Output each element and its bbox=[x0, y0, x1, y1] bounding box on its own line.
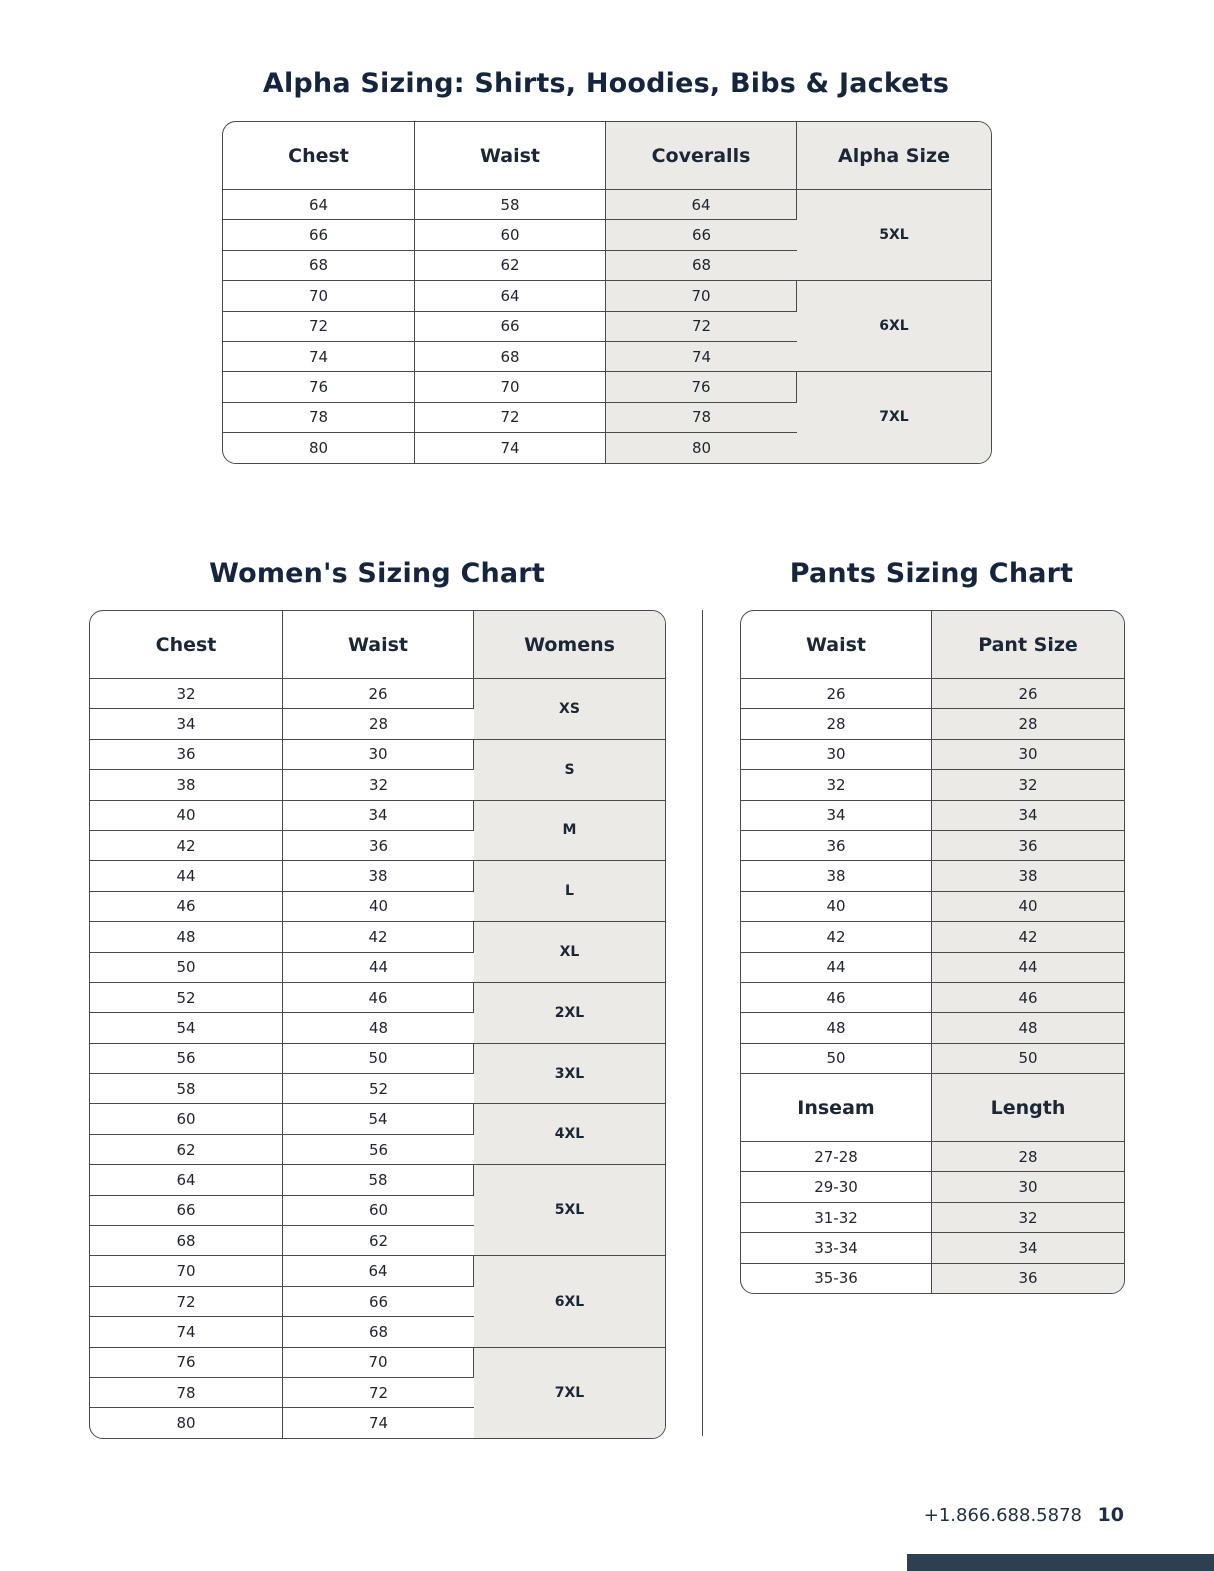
women-cell: 60 bbox=[283, 1196, 474, 1226]
women-row bbox=[90, 1256, 665, 1286]
pants-inseam-cell: 28 bbox=[932, 1142, 1124, 1172]
women-cell: 36 bbox=[90, 740, 283, 770]
pants-waist-cell: 50 bbox=[741, 1044, 932, 1074]
pants-inseam-cell: 35-36 bbox=[741, 1264, 932, 1293]
women-cell: 64 bbox=[90, 1165, 283, 1195]
women-cell: 60 bbox=[90, 1104, 283, 1134]
women-cell: 56 bbox=[90, 1044, 283, 1074]
women-cell: 48 bbox=[90, 922, 283, 952]
women-header-row bbox=[90, 611, 665, 679]
women-size-group: 7XL bbox=[474, 1348, 665, 1438]
women-row bbox=[90, 983, 665, 1013]
pants-inseam-cell: 36 bbox=[932, 1264, 1124, 1293]
alpha-cell: 80 bbox=[606, 433, 797, 462]
women-cell: 50 bbox=[90, 953, 283, 983]
women-cell: 42 bbox=[283, 922, 474, 952]
footer-phone: +1.866.688.5878 bbox=[923, 1505, 1082, 1526]
pants-inseam-cell: 30 bbox=[932, 1172, 1124, 1202]
alpha-cell: 72 bbox=[415, 403, 606, 433]
pants-inseam-row bbox=[741, 1172, 1124, 1202]
alpha-cell: 72 bbox=[606, 312, 797, 342]
women-cell: 56 bbox=[283, 1135, 474, 1165]
pants-inseam-cell: 33-34 bbox=[741, 1233, 932, 1263]
pants-inseam-header-inseam: Inseam bbox=[741, 1074, 932, 1142]
alpha-cell: 58 bbox=[415, 190, 606, 220]
women-cell: 52 bbox=[283, 1074, 474, 1104]
pants-waist-cell: 28 bbox=[932, 709, 1124, 739]
alpha-cell: 60 bbox=[415, 220, 606, 250]
alpha-cell: 64 bbox=[223, 190, 415, 220]
alpha-header-alpha-size: Alpha Size bbox=[797, 122, 991, 190]
women-cell: 76 bbox=[90, 1348, 283, 1378]
women-cell: 66 bbox=[283, 1287, 474, 1317]
women-size-group: S bbox=[474, 740, 665, 801]
pants-waist-cell: 26 bbox=[741, 679, 932, 709]
alpha-header-waist: Waist bbox=[415, 122, 606, 190]
women-cell: 40 bbox=[283, 892, 474, 922]
womens-sizing-table bbox=[89, 610, 666, 1439]
pants-waist-cell: 50 bbox=[932, 1044, 1124, 1074]
pants-waist-row bbox=[741, 770, 1124, 800]
women-cell: 26 bbox=[283, 679, 474, 709]
women-row bbox=[90, 679, 665, 709]
women-cell: 38 bbox=[90, 770, 283, 800]
women-cell: 44 bbox=[283, 953, 474, 983]
women-cell: 78 bbox=[90, 1378, 283, 1408]
women-cell: 72 bbox=[90, 1287, 283, 1317]
alpha-cell: 68 bbox=[606, 251, 797, 281]
women-row bbox=[90, 801, 665, 831]
pants-waist-row bbox=[741, 983, 1124, 1013]
alpha-row bbox=[223, 190, 991, 220]
pants-waist-row bbox=[741, 922, 1124, 952]
alpha-cell: 74 bbox=[415, 433, 606, 462]
women-size-group: M bbox=[474, 801, 665, 862]
pants-waist-cell: 38 bbox=[741, 861, 932, 891]
alpha-cell: 70 bbox=[415, 372, 606, 402]
alpha-cell: 74 bbox=[223, 342, 415, 372]
women-size-group: 4XL bbox=[474, 1104, 665, 1165]
pants-inseam-cell: 27-28 bbox=[741, 1142, 932, 1172]
women-size-group: XL bbox=[474, 922, 665, 983]
pants-waist-cell: 36 bbox=[932, 831, 1124, 861]
women-cell: 54 bbox=[283, 1104, 474, 1134]
alpha-cell: 66 bbox=[415, 312, 606, 342]
pants-waist-row bbox=[741, 740, 1124, 770]
women-row bbox=[90, 1348, 665, 1378]
pants-waist-row bbox=[741, 679, 1124, 709]
women-cell: 58 bbox=[283, 1165, 474, 1195]
women-cell: 28 bbox=[283, 709, 474, 739]
women-cell: 68 bbox=[283, 1317, 474, 1347]
women-cell: 64 bbox=[283, 1256, 474, 1286]
alpha-cell: 68 bbox=[223, 251, 415, 281]
page-number: 10 bbox=[1097, 1504, 1124, 1526]
pants-waist-cell: 44 bbox=[932, 953, 1124, 983]
women-cell: 80 bbox=[90, 1408, 283, 1437]
pants-waist-row bbox=[741, 953, 1124, 983]
alpha-cell: 74 bbox=[606, 342, 797, 372]
pants-inseam-cell: 34 bbox=[932, 1233, 1124, 1263]
women-cell: 34 bbox=[90, 709, 283, 739]
alpha-cell: 76 bbox=[223, 372, 415, 402]
pants-waist-header-pant-size: Pant Size bbox=[932, 611, 1124, 679]
women-cell: 40 bbox=[90, 801, 283, 831]
pants-waist-cell: 26 bbox=[932, 679, 1124, 709]
alpha-cell: 64 bbox=[415, 281, 606, 311]
women-row bbox=[90, 922, 665, 952]
women-cell: 32 bbox=[90, 679, 283, 709]
alpha-cell: 64 bbox=[606, 190, 797, 220]
women-cell: 54 bbox=[90, 1013, 283, 1043]
pants-inseam-row bbox=[741, 1142, 1124, 1172]
women-cell: 72 bbox=[283, 1378, 474, 1408]
pants-inseam-cell: 29-30 bbox=[741, 1172, 932, 1202]
pants-waist-row bbox=[741, 709, 1124, 739]
women-size-group: 6XL bbox=[474, 1256, 665, 1347]
alpha-cell: 68 bbox=[415, 342, 606, 372]
pants-waist-header-waist: Waist bbox=[741, 611, 932, 679]
pants-waist-cell: 42 bbox=[741, 922, 932, 952]
pants-waist-cell: 30 bbox=[741, 740, 932, 770]
women-cell: 70 bbox=[283, 1348, 474, 1378]
pants-inseam-row bbox=[741, 1233, 1124, 1263]
pants-waist-cell: 34 bbox=[932, 801, 1124, 831]
alpha-cell: 66 bbox=[223, 220, 415, 250]
pants-waist-cell: 46 bbox=[932, 983, 1124, 1013]
pants-waist-cell: 38 bbox=[932, 861, 1124, 891]
women-size-group: 5XL bbox=[474, 1165, 665, 1256]
pants-waist-cell: 36 bbox=[741, 831, 932, 861]
pants-inseam-row bbox=[741, 1203, 1124, 1233]
pants-waist-cell: 34 bbox=[741, 801, 932, 831]
alpha-header-chest: Chest bbox=[223, 122, 415, 190]
women-cell: 32 bbox=[283, 770, 474, 800]
women-cell: 66 bbox=[90, 1196, 283, 1226]
pants-waist-cell: 40 bbox=[741, 892, 932, 922]
women-cell: 74 bbox=[368, 1414, 389, 1433]
alpha-cell: 78 bbox=[223, 403, 415, 433]
pants-inseam-header-row bbox=[741, 1074, 1124, 1142]
women-header-womens: Womens bbox=[474, 611, 665, 679]
women-cell: 58 bbox=[90, 1074, 283, 1104]
alpha-cell: 72 bbox=[223, 312, 415, 342]
alpha-cell: 66 bbox=[606, 220, 797, 250]
women-cell: 52 bbox=[90, 983, 283, 1013]
alpha-size-group: 7XL bbox=[797, 372, 991, 462]
alpha-row bbox=[223, 372, 991, 402]
pants-waist-cell: 32 bbox=[932, 770, 1124, 800]
women-row bbox=[90, 1104, 665, 1134]
pants-waist-cell: 40 bbox=[932, 892, 1124, 922]
pants-waist-row bbox=[741, 831, 1124, 861]
women-cell: 62 bbox=[283, 1226, 474, 1256]
women-cell: 62 bbox=[90, 1135, 283, 1165]
pants-waist-cell: 28 bbox=[741, 709, 932, 739]
women-row bbox=[90, 740, 665, 770]
alpha-size-group: 5XL bbox=[797, 190, 991, 281]
women-cell: 74 bbox=[90, 1317, 283, 1347]
alpha-cell: 80 bbox=[223, 433, 415, 462]
women-size-group: 3XL bbox=[474, 1044, 665, 1105]
women-cell: 48 bbox=[283, 1013, 474, 1043]
pants-inseam-cell: 31-32 bbox=[741, 1203, 932, 1233]
pants-waist-header-row bbox=[741, 611, 1124, 679]
pants-waist-cell: 32 bbox=[741, 770, 932, 800]
women-cell: 44 bbox=[90, 861, 283, 891]
women-size-group: L bbox=[474, 861, 665, 922]
women-cell: 30 bbox=[283, 740, 474, 770]
women-header-waist: Waist bbox=[283, 611, 474, 679]
alpha-size-group: 6XL bbox=[797, 281, 991, 372]
alpha-header-row bbox=[223, 122, 991, 190]
pants-inseam-cell: 32 bbox=[932, 1203, 1124, 1233]
pants-inseam-row bbox=[741, 1264, 1124, 1293]
footer-accent-bar bbox=[907, 1554, 1214, 1571]
alpha-row bbox=[223, 281, 991, 311]
pants-waist-cell: 48 bbox=[932, 1013, 1124, 1043]
alpha-cell: 62 bbox=[415, 251, 606, 281]
pants-sizing-title: Pants Sizing Chart bbox=[789, 558, 1074, 589]
women-cell: 46 bbox=[283, 983, 474, 1013]
pants-waist-cell: 42 bbox=[932, 922, 1124, 952]
women-row bbox=[90, 1165, 665, 1195]
pants-waist-row bbox=[741, 861, 1124, 891]
pants-waist-cell: 46 bbox=[741, 983, 932, 1013]
women-cell: 38 bbox=[283, 861, 474, 891]
women-cell: 70 bbox=[90, 1256, 283, 1286]
alpha-header-coveralls: Coveralls bbox=[606, 122, 797, 190]
pants-waist-cell: 30 bbox=[932, 740, 1124, 770]
alpha-sizing-title: Alpha Sizing: Shirts, Hoodies, Bibs & Jackets bbox=[262, 68, 950, 99]
women-size-group: XS bbox=[474, 679, 665, 740]
alpha-cell: 76 bbox=[606, 372, 797, 402]
women-cell: 68 bbox=[90, 1226, 283, 1256]
women-size-group: 2XL bbox=[474, 983, 665, 1044]
women-cell: 46 bbox=[90, 892, 283, 922]
alpha-sizing-table bbox=[222, 121, 992, 464]
womens-sizing-title: Women's Sizing Chart bbox=[209, 558, 545, 589]
women-cell: 42 bbox=[90, 831, 283, 861]
women-cell: 50 bbox=[283, 1044, 474, 1074]
pants-waist-cell: 44 bbox=[741, 953, 932, 983]
women-row bbox=[90, 1044, 665, 1074]
pants-sizing-table bbox=[740, 610, 1125, 1294]
alpha-cell: 78 bbox=[606, 403, 797, 433]
alpha-cell: 70 bbox=[223, 281, 415, 311]
column-divider bbox=[702, 610, 703, 1436]
pants-waist-row bbox=[741, 892, 1124, 922]
pants-waist-row bbox=[741, 801, 1124, 831]
women-cell: 36 bbox=[283, 831, 474, 861]
alpha-cell: 70 bbox=[606, 281, 797, 311]
women-row bbox=[90, 861, 665, 891]
women-cell: 34 bbox=[283, 801, 474, 831]
pants-waist-cell: 48 bbox=[741, 1013, 932, 1043]
women-header-chest: Chest bbox=[90, 611, 283, 679]
pants-waist-row bbox=[741, 1013, 1124, 1043]
pants-waist-row bbox=[741, 1044, 1124, 1074]
pants-inseam-header-length: Length bbox=[932, 1074, 1124, 1142]
